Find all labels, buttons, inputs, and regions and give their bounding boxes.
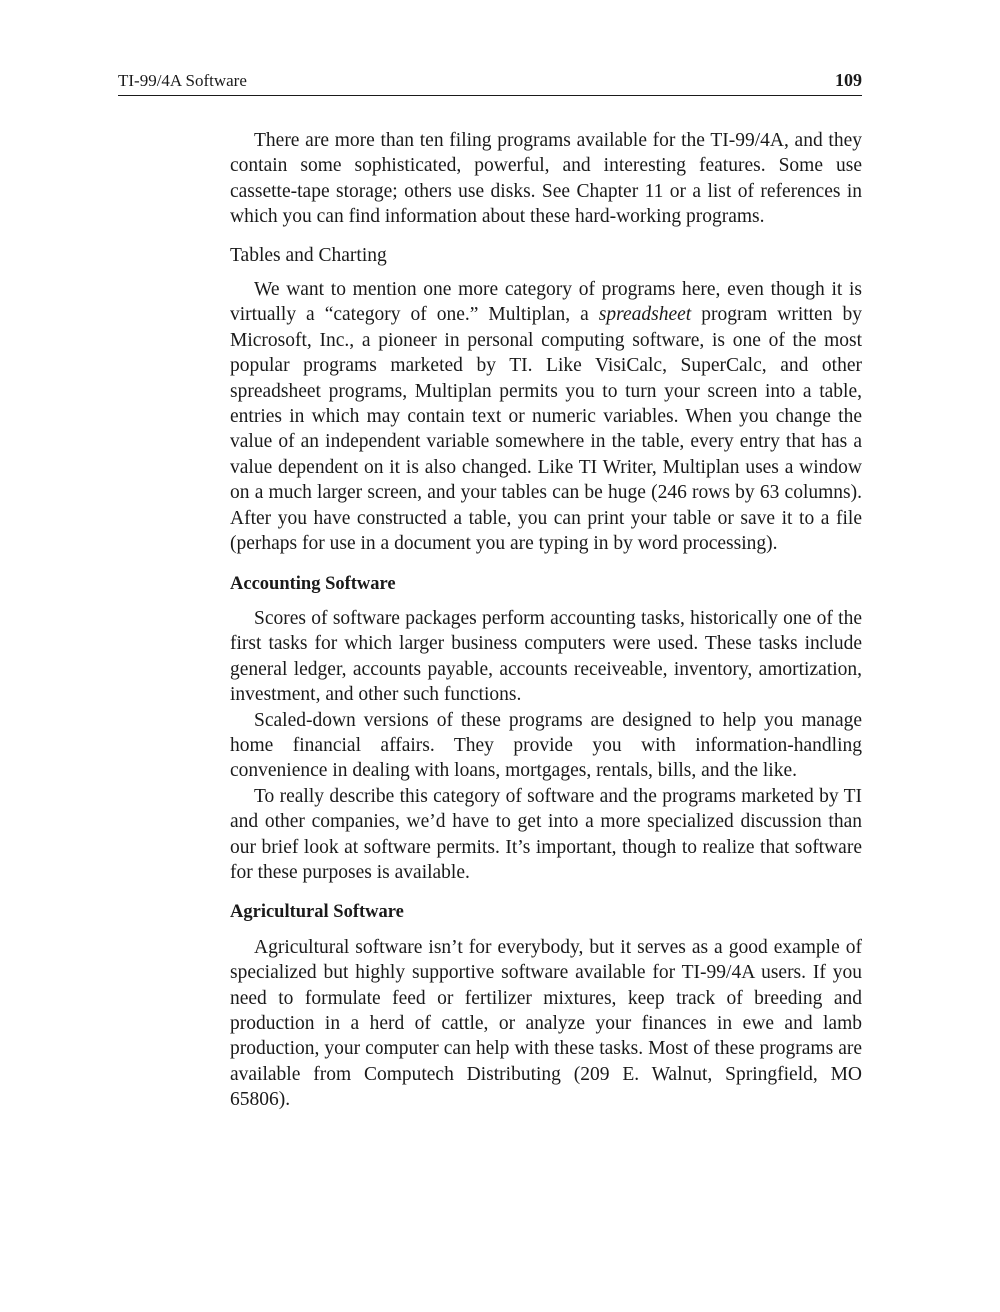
section-heading-agricultural: Agricultural Software	[230, 902, 404, 923]
accounting-paragraph-2: Scaled-down versions of these programs are designed to help you manage home financial affairs. They provide you with information-handling convenience in dealing with loans, mortgages, rentals, bills, and the like.	[230, 709, 862, 782]
intro-paragraph: There are more than ten filing programs available for the TI-99/4A, and they contain some sophisticated, powerful, and interesting features. Some use cassette-tape storage; others use disks. See Chapter 11 or a list of references in which you can find information about these hard-working programs.	[230, 130, 862, 228]
subheading-tables-charting: Tables and Charting	[230, 244, 387, 266]
accounting-paragraph-1: Scores of software packages perform accounting tasks, historically one of the first tasks for which larger business computers were used. These tasks include general ledger, accounts payable, accounts receiveable, inventory, amortization, investment, and other such functions.	[230, 607, 862, 706]
running-head	[118, 70, 862, 96]
section-heading-accounting: Accounting Software	[230, 573, 396, 594]
spreadsheet-term: spreadsheet	[598, 304, 692, 326]
tables-charting-text-1: We want to mention one more category of programs here, even though it is virtually a “category of one.” Multiplan, a	[230, 279, 862, 326]
accounting-paragraph-3: To really describe this category of software and the programs marketed by TI and other companies, we’d have to get into a more specialized discussion than our brief look at software permits. It’s important, though to realize that software for these purposes is available.	[230, 785, 862, 883]
tables-charting-paragraph	[230, 277, 862, 556]
body-text	[230, 128, 862, 1119]
running-title: TI-99/4A Software	[118, 71, 247, 90]
page-number: 109	[835, 70, 862, 90]
tables-charting-text-2: program written by Microsoft, Inc., a pioneer in personal computing software, is one of the most popular programs marketed by TI. Like VisiCalc, SuperCalc, and other spreadsheet programs, Multiplan permits you to turn your screen into a table, entries in which may contain text or numeric variables. When you change the value of an independent variable somewhere in the table, every entry that has a value dependent on it is also changed. Like TI Writer, Multiplan uses a window on a much larger screen, and your tables can be huge (246 rows by 63 columns). After you have constructed a table, you can print your table or save it to a file (perhaps for use in a document you are typing in by word processing).	[230, 304, 862, 555]
agricultural-paragraph: Agricultural software isn’t for everybody, but it serves as a good example of specialized but highly supportive software available for TI-99/4A users. If you need to formulate feed or fertilizer mixtures, keep track of breeding and production in a herd of cattle, or analyze your finances in ewe and lamb production, your computer can help with these tasks. Most of these programs are available from Computech Distributing (209 E. Walnut, Springfield, MO 65806).	[230, 936, 862, 1111]
